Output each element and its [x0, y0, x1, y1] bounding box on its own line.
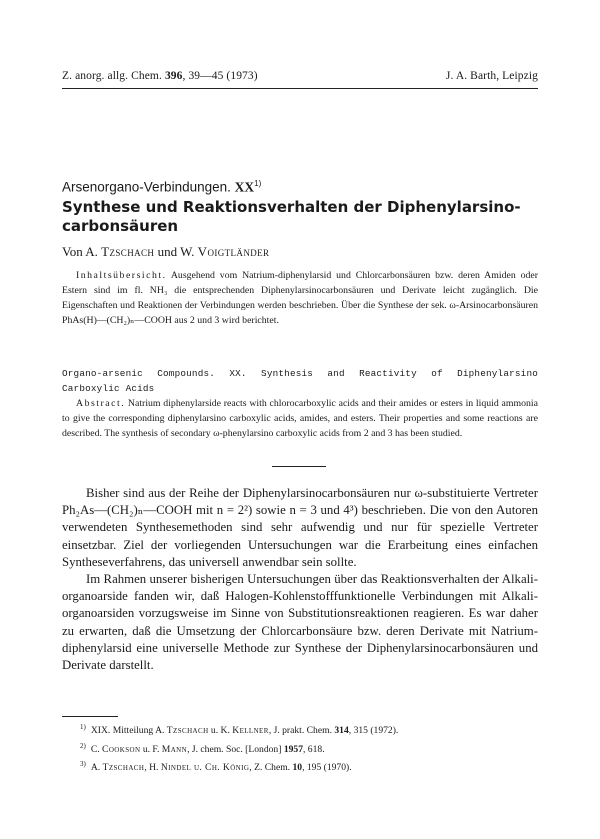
- footnote: $^{3)}$ A. Tzschach, H. Nindel u. Ch. König, Z. Chem. 10, 195 (1970).: [80, 760, 352, 774]
- footnote-rule: [62, 716, 118, 717]
- journal-citation: Z. anorg. allg. Chem. 396, 39—45 (1973): [62, 70, 258, 82]
- body-text: [62, 485, 538, 674]
- series-number: XX: [234, 179, 255, 195]
- section-separator: [272, 466, 326, 467]
- footnote: $^{2)}$ C. Cookson u. F. Mann, J. chem. Soc. [London] 1957, 618.: [80, 741, 325, 755]
- abstract-english: [62, 366, 538, 441]
- author-name: Tzschach: [101, 244, 155, 259]
- volume-number: 396: [164, 70, 183, 82]
- series-title: Arsenorgano-Verbindungen. XX$^{1)}$: [62, 179, 262, 195]
- series-footnote-mark: 1): [254, 179, 262, 188]
- abstract-text: Natrium diphenylarside reacts with chlorocarboxylic acids and their amides or esters in liquid ammonia to give the corresponding diphenylarsino carboxylic acids, amides, and esters. Their properties and some reactions are described. The synthesis of secondary ω-phenylarsino carboxylic acids from 2 and 3 has been studied.: [62, 398, 539, 439]
- abstract-german: [62, 268, 538, 328]
- paragraph: Bisher sind aus der Reihe der Diphenylarsinocarbonsäuren nur ω-substituierte Vertreter Ph₂As—(CH₂)ₙ—COOH mit n = 2²) sowie n = 3 und 4³) beschrieben. Die von den Autoren verwendeten Synthesemethoden sind sehr aufwendig und nur für spezielle Vertreter einsetzbar. Ziel der vorliegenden Untersuchungen war die Erarbeitung eines einfachen Syntheseverfahrens, das universell anwendbar sein sollte.: [62, 486, 538, 569]
- footnotes: [80, 720, 538, 776]
- running-header: [62, 70, 538, 82]
- header-rule: [62, 88, 538, 89]
- english-title: Organo-arsenic Compounds. XX. Synthesis and Reactivity of Diphenylarsino Carboxylic Acids: [62, 368, 538, 394]
- footnote: $^{1)}$ XIX. Mitteilung A. Tzschach u. K. Kellner, J. prakt. Chem. 314, 315 (1972).: [80, 723, 399, 737]
- article-title: Synthese und Reaktionsverhalten der Diphenylarsino- carbonsäuren: [62, 198, 521, 235]
- abstract-label: Abstract.: [76, 398, 126, 409]
- abstract-text: Ausgehend vom Natrium-diphenylarsid und Chlorcarbonsäuren bzw. deren Amiden oder Estern sind im fl. NH₃ die entsprechenden Diphenylarsinocarbonsäuren und Derivate leicht zugänglich. Die Eigenschaften und Reaktionen der Verbindungen werden beschrieben. Über die Synthese der sek. ω-Arsinocarbonsäuren PhAs(H)—(CH₂)ₙ—COOH aus 2 und 3 wird berichtet.: [62, 270, 538, 326]
- author-name: Voigtländer: [197, 244, 270, 259]
- abstract-label: Inhaltsübersicht.: [76, 270, 167, 281]
- authors-line: Von A. Tzschach und W. Voigtländer: [62, 244, 270, 259]
- publisher: J. A. Barth, Leipzig: [445, 70, 538, 82]
- paragraph: Im Rahmen unserer bisherigen Untersuchungen über das Reaktionsverhalten der Alkali-organoarside fanden wir, daß Halogen-Kohlenstofffunktionelle Verbindungen mit Alkali-organoarsiden vorzugsweise im Sinne von Substitutionsreaktionen reagieren. Es war daher zu erwarten, daß die Umsetzung der Chlorcarbonsäure bzw. deren Derivate mit Natrium-diphenylarsid eine universelle Methode zur Synthese der Diphenylarsinocarbonsäuren und Derivate darstellt.: [62, 572, 538, 673]
